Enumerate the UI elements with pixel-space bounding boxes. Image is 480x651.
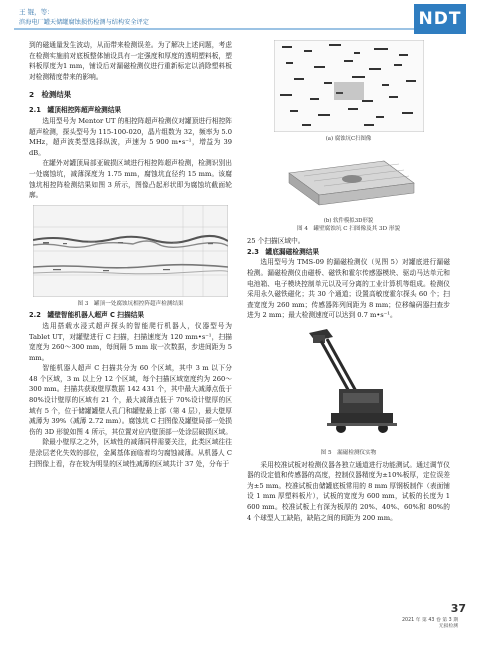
- paragraph: 选用型号为 TMS-09 的漏磁检测仪（见图 5）对罐底进行漏磁检测。漏磁检测仪由磁桥、磁铁和霍尔传感器模块、驱动马达单元和电池箱、电子模块控制单元以及可分离的工业计算机等组成。检测仪采用永久磁铁磁化；共 30 个通道；设置高敏度霍尔探头 60 个；扫查宽度为 260 mm；传感器阵列间距为 8 mm；位移编码器扫查步进为 2 mm；最大检测速度可以达到 0.7 m•s⁻¹。: [247, 258, 450, 320]
- journal-logo: NDT: [414, 4, 466, 34]
- section-2-1-title: 2.1 罐顶相控阵超声检测结果: [29, 106, 122, 115]
- phased-array-image: [33, 205, 228, 297]
- figure-3: [33, 205, 228, 309]
- section-2-3-title: 2.3 罐底漏磁检测结果: [247, 247, 320, 256]
- paragraph: 智能机器人超声 C 扫描共分为 60 个区域，其中 3 m 以下分 48 个区域，3 m 以上分 12 个区域，每个扫描区域宽度约为 260～300 mm。扫描共获取壁厚数据 142 431 个，其中最大减薄点低于 80%设计壁厚的区域有 21 个，最大减薄点低于 70%设计壁厚的区域有 5 个，位于储罐罐壁人孔门和罐壁最上部（第 4 层），最大壁厚减薄为 39%（减薄 2.72 mm）。腐蚀坑 C 扫图像及罐壁局部一处损伤的 3D 形貌如图 4 所示，其位置对应内壁顶部一处涂层破损区域。: [29, 364, 232, 436]
- page-number: 37: [450, 602, 466, 615]
- paragraph: 选用型号为 Mentor UT 的相控阵超声检测仪对罐顶进行相控阵超声检测，探头型号为 115-100-020，晶片组数为 32，频率为 5.0 MHz，超声波类型选择纵波，声速为 5 900 m•s⁻¹，增益为 39 dB。: [29, 116, 232, 157]
- section-2-2-title: 2.2 罐壁智能机器人超声 C 扫描结果: [29, 311, 145, 320]
- header-rule: [14, 28, 414, 30]
- issue-info: [380, 618, 458, 630]
- journal-name: 无损检测: [438, 624, 458, 629]
- issue-label: 2021 年 第 43 卷 第 3 期: [401, 618, 458, 623]
- intro-paragraph: 到的磁通量发生波动，从而带来检测误差。为了解决上述问题，考虑在检测实施前对底板整体铺设具有一定强度和厚度的透明塑料板，塑料板厚度为1 mm，铺设后对漏磁检测仪进行重新标定以消除塑料板对检测精度带来的影响。: [29, 41, 232, 81]
- header-authors: 王 锟，等：: [19, 8, 54, 16]
- c-scan-image: [274, 40, 424, 132]
- right-column: [247, 40, 450, 523]
- paragraph: 采用校准试板对检测仪器各独立通道进行功能测试。通过调节仪器的设定值和传感器的高度，控制仪器精度为±10%板厚，定位误差为±5 mm。校准试板由储罐底板常用的 8 mm 厚钢板制作（表面铺设 1 mm 厚塑料板片），试板的宽度为 600 mm，试板的长度为 1 600 mm。校准试板上有深为板厚的 20%、40%、60%和 80%的 4 个球型人工缺陷，缺陷之间的间距为 200 mm。: [247, 460, 450, 522]
- figure-4-caption: 图 4 罐壁腐蚀坑 C 扫图像及其 3D 形貌: [296, 226, 401, 233]
- figure-4: [274, 40, 424, 225]
- figure-3-caption: 图 3 罐顶一处腐蚀坑相控阵超声检测结果: [77, 301, 184, 308]
- header-topic: 滨海电厂罐天储罐腐蚀损伤检测与结构安全评定: [19, 19, 149, 26]
- figure-4a-label: (a) 腐蚀坑C扫图像: [325, 135, 372, 142]
- paragraph: 25 个扫描区域中。: [247, 237, 305, 246]
- mfl-tester-photo: [289, 325, 409, 445]
- paragraph: 除最小壁厚之之外，区域性的减薄同样需要关注，此类区域往往是涂层老化失效的部位，金属基体面临着均匀腐蚀减薄。从机器人 C 扫图像上看，存在较为明显的区域性减薄的区域共计 37 处，分布于: [29, 438, 232, 468]
- 3d-morphology-image: [274, 143, 424, 215]
- figure-5-caption: 图 5 漏磁检测仪实物: [320, 449, 377, 456]
- section-2-title: 2 检测结果: [29, 90, 72, 100]
- figure-4b-label: (b) 软件模拟3D形貌: [323, 218, 374, 225]
- paragraph: 在罐外对罐顶局部亚破损区域进行相控阵超声检测，检测识别出一处腐蚀坑，减薄深度为 1.75 mm，腐蚀坑直径约 15 mm。该腐蚀坑相控阵检测结果如图 3 所示，图像凸起形状即为腐蚀坑截面轮廓。: [29, 159, 232, 200]
- figure-5: [289, 325, 409, 457]
- running-header: [14, 4, 466, 34]
- paragraph: 选用搭载水浸式超声探头的智能爬行机器人，仪器型号为 Tablet UT，对罐壁进行 C 扫描，扫描速度为 120 mm•s⁻¹，扫描宽度为 260～300 mm，每间隔 5 mm 取一次数据，步进间距为 5 mm。: [29, 321, 232, 362]
- left-column: [29, 40, 232, 469]
